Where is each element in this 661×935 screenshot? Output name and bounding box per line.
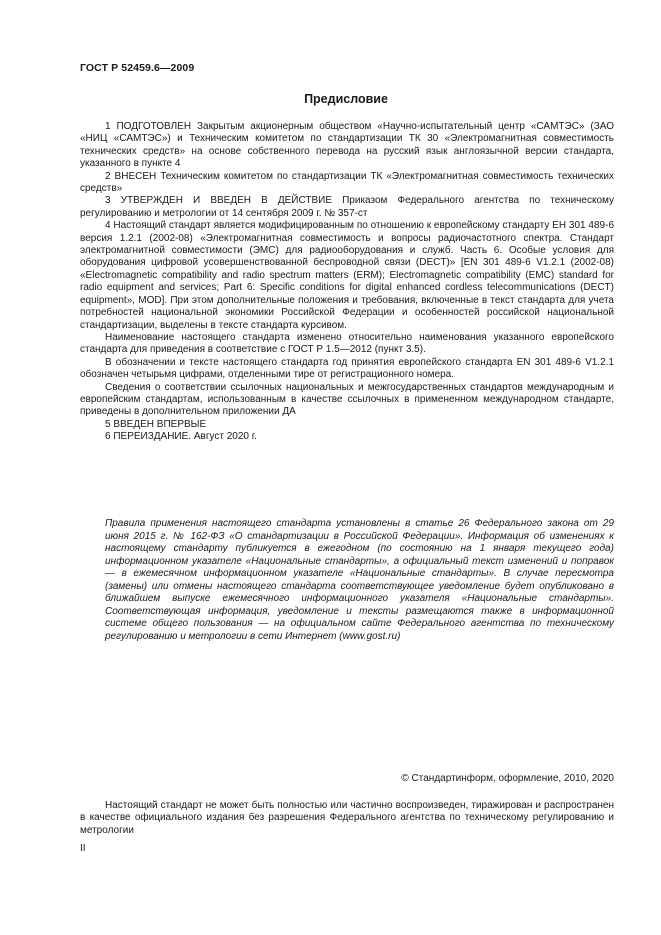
note-text: Правила применения настоящего стандарта установлены в статье 26 Федерального закона от 29 июня 2015 г. № 162-ФЗ «О стандартизации в Российской Федерации». Информация об изменениях к настоящему стандарту публикуется в ежегодном (по состоянию на 1 января текущего года) информационном указателе «Национальные стандарты», а официальный текст изменений и поправок — в ежемесячном информационном указателе «Национальные стандарты». В случае пересмотра (замены) или отмены настоящего стандарта соответствующее уведомление будет опубликовано в ближайшем выпуске ежемесячного информационного указателя «Национальные стандарты». Соответствующая информация, уведомление и тексты размещаются также в информационной системе общего пользования — на официальном сайте Федерального агентства по техническому регулированию и метрологии в сети Интернет (www.gost.ru) [105,518,614,642]
paragraph-4: 4 Настоящий стандарт является модифицированным по отношению к европейскому стандарту ЕН 301 489-6 версия 1.2.1 (2002-08) «Электромагнитная совместимость и вопросы радиочастотного спектра. Стандарт электромагнитной совместимости (ЭМС) для радиооборудования и служб. Часть 6. Особые условия для оборудования цифровой усовершенствованной беспроводной связи (DECT)» [EN 301 489-6 V1.2.1 (2002-08) «Electromagnetic compatibility and radio spectrum matters (ERM); Electromagnetic compatibility (EMC) standard for radio equipment and services; Part 6: Specific conditions for digital enhanced cordless telecommunications (DECT) equipment», MOD]. При этом дополнительные положения и требования, включенные в текст стандарта для учета потребностей национальной экономики Российской Федерации и особенностей российской национальной стандартизации, выделены в тексте стандарта курсивом. [80,220,614,331]
rights-text: Настоящий стандарт не может быть полностью или частично воспроизведен, тиражирован и распространен в качестве официального издания без разрешения Федерального агентства по техническому регулированию и метрологии [80,800,614,836]
paragraph-2: 2 ВНЕСЕН Техническим комитетом по стандартизации ТК «Электромагнитная совместимость технических средств» [80,170,614,195]
paragraph-4-name-change: Наименование настоящего стандарта изменено относительно наименования указанного европейского стандарта для приведения в соответствие с ГОСТ Р 1.5—2012 (пункт 3.5). [80,331,614,356]
page-number: II [80,843,86,854]
paragraph-4-references: Сведения о соответствии ссылочных национальных и межгосударственных стандартов международным и европейским стандартам, использованным в качестве ссылочных в примененном международном стандарте, приведены в дополнительном приложении ДА [80,381,614,418]
standard-code: ГОСТ Р 52459.6—2009 [80,62,195,74]
page-title: Предисловие [304,92,388,106]
copyright-line: © Стандартинформ, оформление, 2010, 2020 [401,773,614,784]
paragraph-6: 6 ПЕРЕИЗДАНИЕ. Август 2020 г. [105,431,257,443]
reproduction-notice [80,800,614,837]
application-rules-note [105,518,614,643]
foreword-body [80,121,614,444]
paragraph-4-designation: В обозначении и тексте настоящего стандарта год принятия европейского стандарта EN 301 489-6 V1.2.1 обозначен четырьмя цифрами, отделенными тире от регистрационного номера. [80,356,614,381]
paragraph-1: 1 ПОДГОТОВЛЕН Закрытым акционерным обществом «Научно-испытательный центр «САМТЭС» (ЗАО «НИЦ «САМТЭС») и Техническим комитетом по стандартизации ТК 30 «Электромагнитная совместимость технических средств» на основе собственного перевода на русский язык англоязычной версии стандарта, указанного в пункте 4 [80,121,614,170]
paragraph-3: 3 УТВЕРЖДЕН И ВВЕДЕН В ДЕЙСТВИЕ Приказом Федерального агентства по техническому регулированию и метрологии от 14 сентября 2009 г. № 357-ст [80,195,614,219]
paragraph-5: 5 ВВЕДЕН ВПЕРВЫЕ [105,418,207,430]
